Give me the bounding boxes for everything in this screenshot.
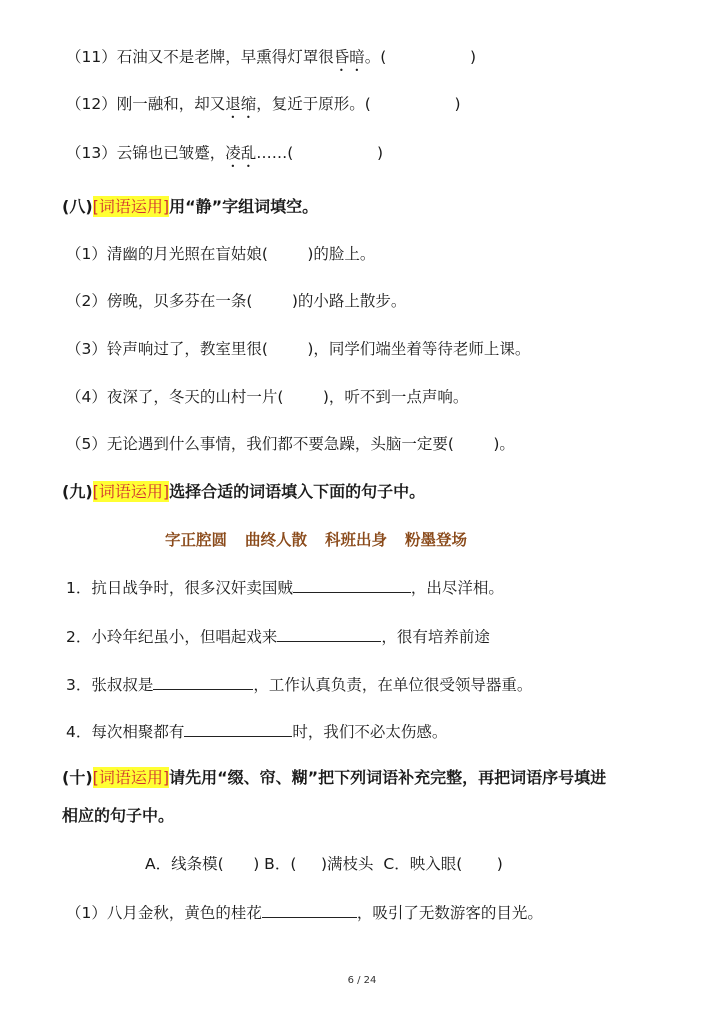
answer-blank[interactable]: 。( ) bbox=[364, 48, 477, 66]
answer-blank[interactable]: ……( ) bbox=[256, 144, 384, 162]
dotted-word: 凌乱 bbox=[225, 144, 257, 162]
section-number: (十) bbox=[62, 768, 93, 787]
section-number: (八) bbox=[62, 197, 93, 216]
options-line[interactable]: A．线条模( ) B．( )满枝头 C．映入眼( ) bbox=[145, 855, 503, 873]
q-text: （1）八月金秋，黄色的桂花 bbox=[66, 904, 262, 922]
section-instruction-cont: 相应的句子中。 bbox=[62, 806, 175, 825]
list-item bbox=[66, 720, 447, 743]
section-tag: [词语运用] bbox=[92, 768, 170, 787]
list-item[interactable]: （2）傍晚，贝多芬在一条( )的小路上散步。 bbox=[66, 292, 407, 310]
answer-blank[interactable]: ，复近于原形。( ) bbox=[256, 95, 461, 113]
word: 粉墨登场 bbox=[405, 531, 468, 549]
word: 曲终人散 bbox=[245, 531, 308, 549]
question-13 bbox=[66, 142, 383, 171]
list-item[interactable]: （5）无论遇到什么事情，我们都不要急躁，头脑一定要( )。 bbox=[66, 435, 515, 453]
list-item[interactable]: （4）夜深了，冬天的山村一片( )，听不到一点声响。 bbox=[66, 388, 469, 406]
answer-blank[interactable] bbox=[153, 673, 253, 690]
word: 科班出身 bbox=[325, 531, 388, 549]
question-11 bbox=[66, 46, 476, 75]
q-text: 3．张叔叔是 bbox=[66, 676, 154, 694]
section-tag: [词语运用] bbox=[92, 197, 170, 216]
section-instruction: 请先用“缀、帘、糊”把下列词语补充完整，再把词语序号填进 bbox=[169, 768, 607, 787]
q-text: （12）刚一融和，却又 bbox=[66, 95, 226, 113]
question-12 bbox=[66, 93, 461, 122]
section-8-heading bbox=[62, 196, 318, 218]
q-text: 1．抗日战争时，很多汉奸卖国贼 bbox=[66, 579, 293, 597]
word: 字正腔圆 bbox=[165, 531, 228, 549]
list-item bbox=[66, 901, 543, 924]
dotted-word: 退缩 bbox=[225, 95, 257, 113]
list-item[interactable]: （3）铃声响过了，教室里很( )，同学们端坐着等待老师上课。 bbox=[66, 340, 531, 358]
answer-blank[interactable] bbox=[184, 720, 292, 737]
dotted-word: 昏暗 bbox=[333, 48, 365, 66]
q-text: （11）石油又不是老牌，早熏得灯罩很 bbox=[66, 48, 334, 66]
list-item bbox=[66, 625, 490, 648]
q-text: ，很有培养前途 bbox=[381, 628, 490, 646]
list-item[interactable]: （1）清幽的月光照在盲姑娘( )的脸上。 bbox=[66, 245, 376, 263]
answer-blank[interactable] bbox=[262, 901, 357, 918]
section-instruction: 用“静”字组词填空。 bbox=[169, 197, 319, 216]
q-text: 2．小玲年纪虽小，但唱起戏来 bbox=[66, 628, 278, 646]
section-number: (九) bbox=[62, 482, 93, 501]
page-number: 6 / 24 bbox=[347, 975, 377, 986]
q-text: 4．每次相聚都有 bbox=[66, 723, 185, 741]
section-10-heading bbox=[62, 767, 606, 789]
section-tag: [词语运用] bbox=[92, 482, 170, 501]
answer-blank[interactable] bbox=[293, 576, 411, 593]
word-bank bbox=[165, 529, 485, 551]
q-text: ，出尽洋相。 bbox=[410, 579, 504, 597]
q-text: ，吸引了无数游客的目光。 bbox=[356, 904, 543, 922]
answer-blank[interactable] bbox=[277, 625, 381, 642]
list-item bbox=[66, 673, 532, 696]
q-text: ，工作认真负责，在单位很受领导器重。 bbox=[253, 676, 533, 694]
q-text: 时，我们不必太伤感。 bbox=[292, 723, 448, 741]
section-instruction: 选择合适的词语填入下面的句子中。 bbox=[169, 482, 426, 501]
list-item bbox=[66, 576, 504, 599]
section-9-heading bbox=[62, 481, 425, 503]
q-text: （13）云锦也已皱蹙， bbox=[66, 144, 226, 162]
